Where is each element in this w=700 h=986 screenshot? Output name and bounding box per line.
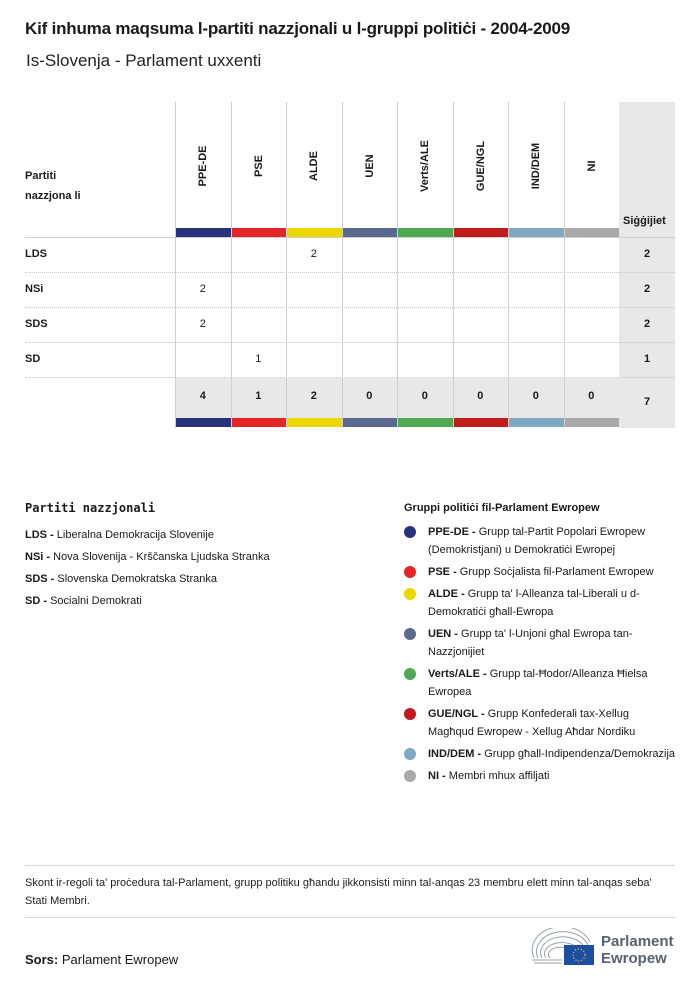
group-abbr: Verts/ALE - xyxy=(428,668,487,680)
groups-legend xyxy=(404,502,676,789)
groups-legend-title: Gruppi politiċi fil-Parlament Ewropew xyxy=(404,502,600,514)
column-total: 0 xyxy=(366,390,373,402)
column-uen xyxy=(342,102,398,428)
table-cell: 2 xyxy=(310,248,317,260)
column-alde xyxy=(286,102,342,428)
group-color-dot-icon xyxy=(404,566,416,578)
group-abbr: ALDE - xyxy=(428,588,465,600)
group-abbr: IND/DEM - xyxy=(428,748,482,760)
group-color-bar xyxy=(343,228,398,237)
column-total: 0 xyxy=(421,390,428,402)
party-name: Socialni Demokrati xyxy=(50,595,142,607)
group-abbr: NI - xyxy=(428,770,446,782)
party-abbr: SD - xyxy=(25,595,47,607)
table-cell: 1 xyxy=(255,353,262,365)
group-color-bar xyxy=(398,418,453,427)
group-legend-item xyxy=(404,563,676,581)
group-legend-item xyxy=(404,523,676,559)
column-ppe-de xyxy=(175,102,231,428)
footnote: Skont ir-regoli ta' proċedura tal-Parlament, grupp politiku għandu jikkonsisti minn tal-anqas 23 membru elett minn tal-anqas seba' Stati Membri. xyxy=(25,877,652,907)
group-color-dot-icon xyxy=(404,588,416,600)
group-abbr: PPE-DE - xyxy=(428,526,476,538)
eu-flag-icon xyxy=(564,945,594,965)
party-abbr: SDS - xyxy=(25,573,55,585)
logo-line-1: Parlament xyxy=(601,933,674,950)
group-color-dot-icon xyxy=(404,628,416,640)
party-name: Nova Slovenija - Krščanska Ljudska Stranka xyxy=(53,551,270,563)
row-total: 2 xyxy=(643,283,651,295)
group-color-bar xyxy=(232,418,287,427)
group-name: Grupp ta' l-Alleanza tal-Liberali u d-Demokratiċi għall-Ewropa xyxy=(428,588,640,618)
divider xyxy=(25,865,675,866)
column-total: 2 xyxy=(310,390,317,402)
group-legend-item xyxy=(404,745,676,763)
table-cell: 2 xyxy=(199,283,206,295)
column-pse xyxy=(231,102,287,428)
page-title: Kif inhuma maqsuma l-partiti nazzjonali u l-gruppi politiċi - 2004-2009 xyxy=(25,19,570,38)
column-verts-ale xyxy=(397,102,453,428)
group-name: Grupp Konfederali tax-Xellug Magħqud Ewropew - Xellug Aħdar Nordiku xyxy=(428,708,636,738)
party-abbr: LDS - xyxy=(25,529,54,541)
column-total: 0 xyxy=(588,390,595,402)
party-legend-item xyxy=(25,524,270,546)
group-color-dot-icon xyxy=(404,770,416,782)
column-header: PPE-DE xyxy=(197,145,210,187)
group-color-bar xyxy=(287,228,342,237)
column-header: Verts/ALE xyxy=(419,140,432,192)
parties-legend xyxy=(25,501,270,612)
group-color-bar xyxy=(509,228,564,237)
group-abbr: GUE/NGL - xyxy=(428,708,485,720)
group-color-bar xyxy=(287,418,342,427)
group-color-dot-icon xyxy=(404,748,416,760)
total-header: Siġġijiet xyxy=(623,215,666,227)
source-line xyxy=(25,952,178,967)
row-total: 2 xyxy=(643,318,651,330)
row-total: 2 xyxy=(643,248,651,260)
group-color-dot-icon xyxy=(404,526,416,538)
group-name: Grupp ta' l-Unjoni għal Ewropa tan-Nazzjonijiet xyxy=(428,628,633,658)
group-name: Grupp għall-Indipendenza/Demokrazija xyxy=(484,748,676,760)
group-abbr: PSE - xyxy=(428,566,457,578)
table-cell: 2 xyxy=(199,318,206,330)
group-abbr: UEN - xyxy=(428,628,458,640)
row-party-label: SD xyxy=(25,353,41,365)
source-label: Sors: xyxy=(25,952,59,967)
distribution-table xyxy=(25,102,675,428)
party-abbr: NSi - xyxy=(25,551,51,563)
column-header: NI xyxy=(585,160,598,172)
party-legend-item xyxy=(25,568,270,590)
row-total: 1 xyxy=(643,353,651,365)
group-color-bar xyxy=(565,418,620,427)
group-legend-item xyxy=(404,585,676,621)
column-total: 0 xyxy=(532,390,539,402)
page-subtitle: Is-Slovenja - Parlament uxxenti xyxy=(26,51,262,70)
group-name: Grupp Soċjalista fil-Parlament Ewropew xyxy=(459,566,654,578)
column-total: 0 xyxy=(477,390,484,402)
source-value: Parlament Ewropew xyxy=(61,952,179,967)
group-color-bar xyxy=(454,418,509,427)
row-party-label: LDS xyxy=(25,248,47,260)
group-color-bar xyxy=(454,228,509,237)
group-legend-item xyxy=(404,625,676,661)
group-name: Grupp tal-Ħodor/Alleanza Ħielsa Ewropea xyxy=(428,668,648,698)
group-color-bar xyxy=(176,418,231,427)
group-color-bar xyxy=(509,418,564,427)
column-header: PSE xyxy=(252,154,265,178)
logo-line-2: Ewropew xyxy=(601,950,667,967)
row-party-label: NSi xyxy=(25,283,44,295)
group-color-bar xyxy=(176,228,231,237)
column-total: 1 xyxy=(255,390,262,402)
group-name: Grupp tal-Partit Popolari Ewropew (Demokristjani) u Demokratiċi Ewropej xyxy=(428,526,646,556)
divider xyxy=(25,917,675,918)
group-legend-item xyxy=(404,665,676,701)
column-ni xyxy=(564,102,620,428)
column-header: UEN xyxy=(363,154,376,178)
group-color-bar xyxy=(398,228,453,237)
column-header: GUE/NGL xyxy=(474,140,487,192)
grand-total: 7 xyxy=(643,396,651,408)
european-parliament-logo xyxy=(530,928,680,968)
party-name: Slovenska Demokratska Stranka xyxy=(57,573,217,585)
parties-legend-title: Partiti nazzjonali xyxy=(25,501,156,515)
group-color-bar xyxy=(565,228,620,237)
party-legend-item xyxy=(25,546,270,568)
row-header-label: Partiti nazzjona li xyxy=(25,170,81,202)
party-name: Liberalna Demokracija Slovenije xyxy=(56,529,214,541)
row-party-label: SDS xyxy=(25,318,48,330)
hemicycle-icon xyxy=(530,928,598,968)
column-header: ALDE xyxy=(308,151,321,181)
group-color-bar xyxy=(232,228,287,237)
column-ind-dem xyxy=(508,102,564,428)
group-legend-item xyxy=(404,767,676,785)
column-gue-ngl xyxy=(453,102,509,428)
party-legend-item xyxy=(25,590,270,612)
column-header: IND/DEM xyxy=(530,142,543,190)
group-legend-item xyxy=(404,705,676,741)
group-color-dot-icon xyxy=(404,708,416,720)
group-color-bar xyxy=(343,418,398,427)
column-total: 4 xyxy=(199,390,206,402)
total-column xyxy=(619,102,675,428)
group-name: Membri mhux affiljati xyxy=(448,770,550,782)
group-color-dot-icon xyxy=(404,668,416,680)
